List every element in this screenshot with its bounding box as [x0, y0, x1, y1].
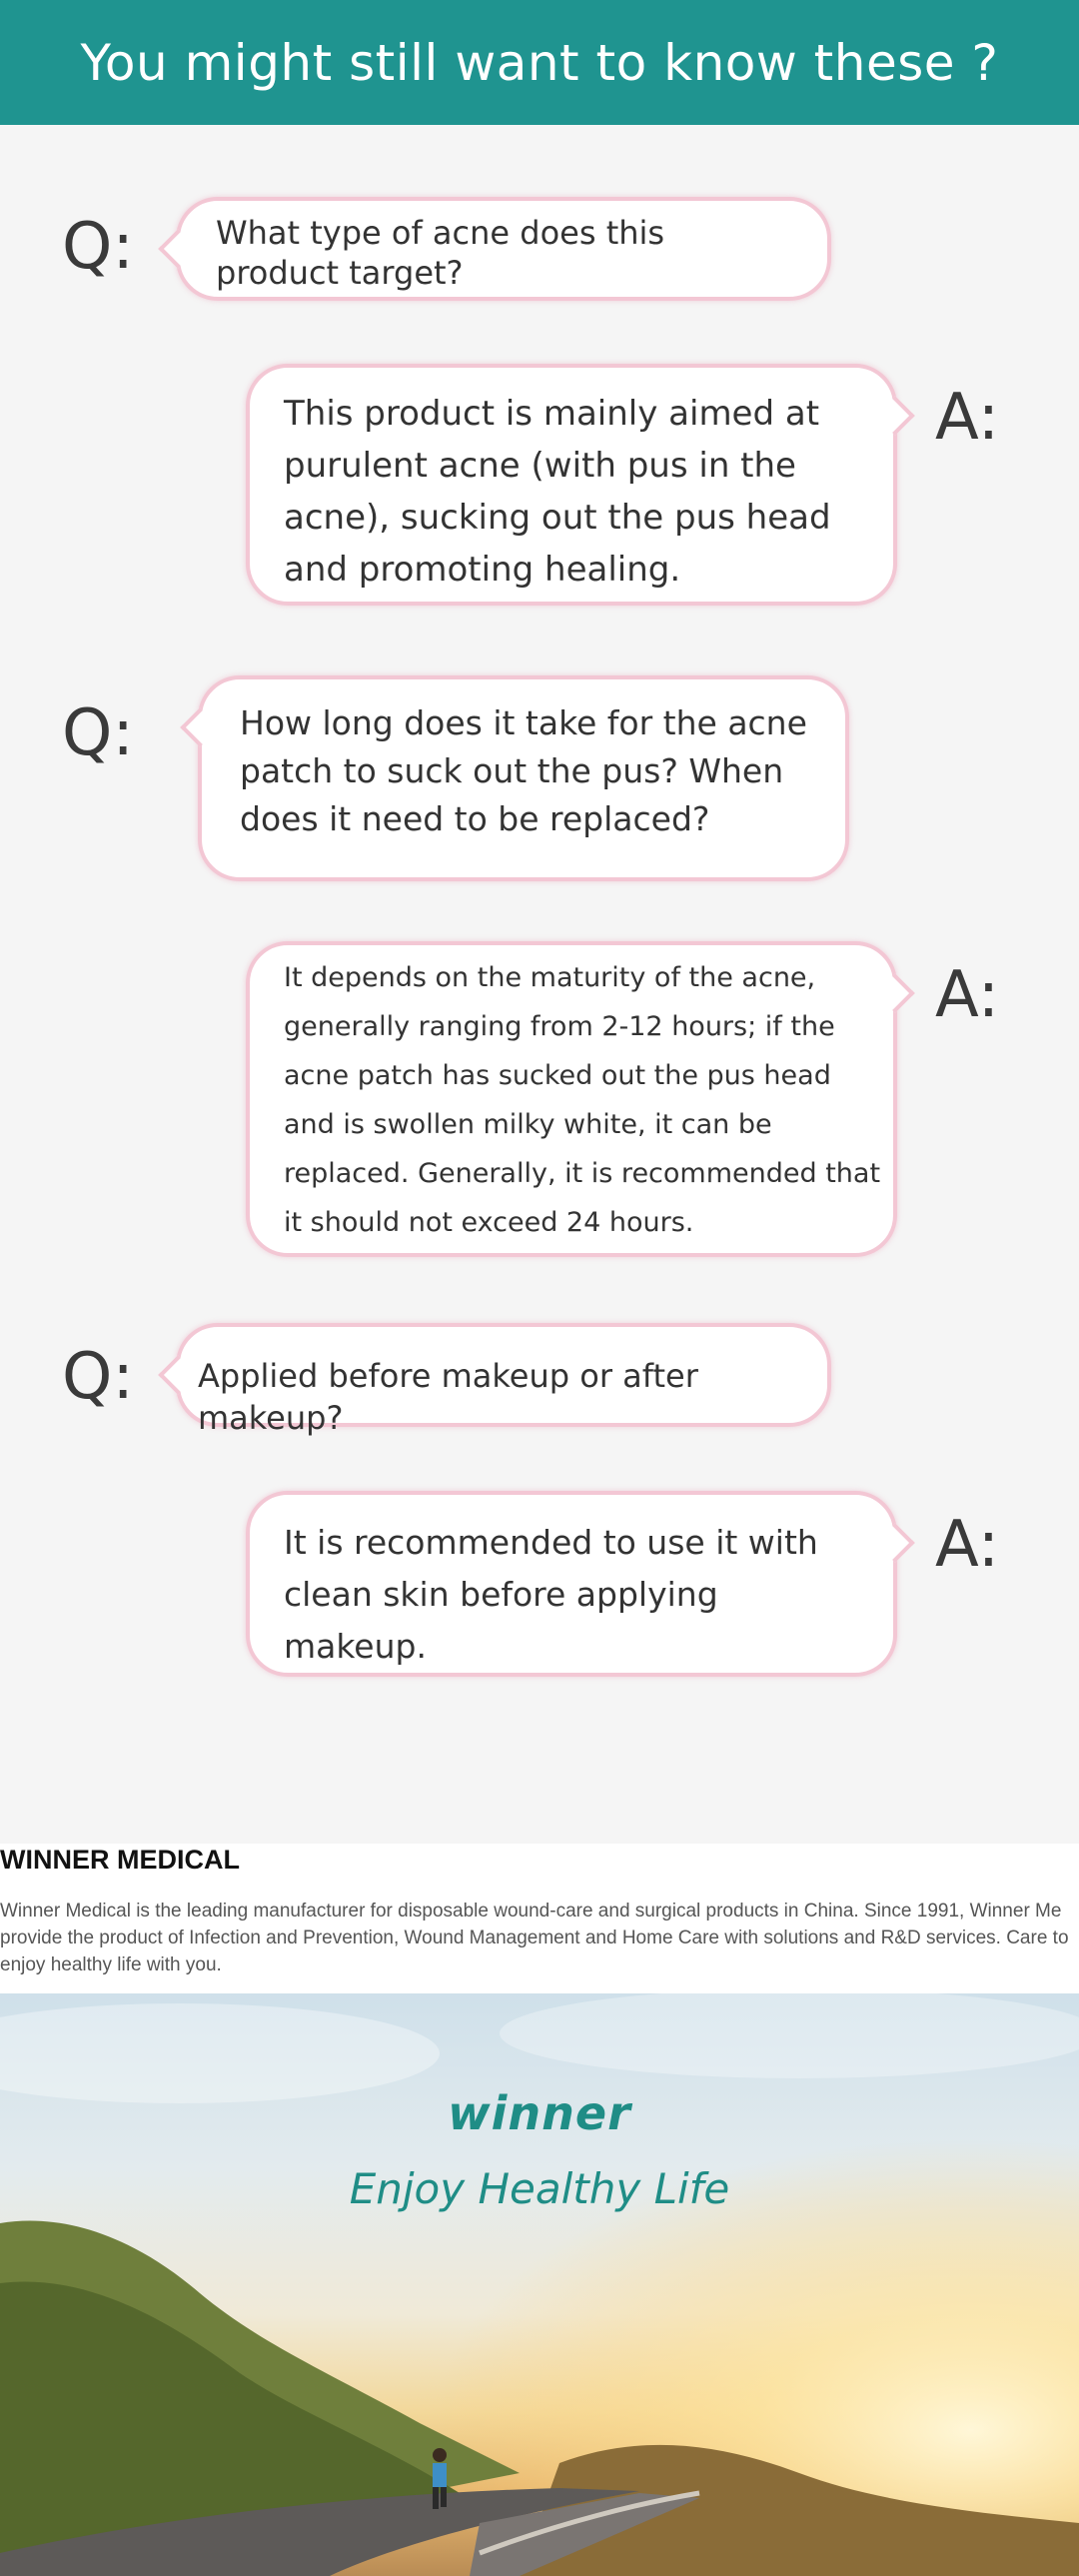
question-mark-label: Q: [62, 210, 134, 284]
question-mark-label: Q: [62, 1340, 134, 1414]
question-bubble [198, 675, 849, 881]
answer-mark-label: A: [935, 1508, 1000, 1582]
landscape-illustration [0, 1993, 1079, 2576]
question-bubble [176, 1323, 831, 1437]
answer-bubble [246, 941, 897, 1257]
answer-mark-label: A: [935, 958, 1000, 1032]
answer-mark-label: A: [935, 381, 1000, 455]
brand-tagline: Enjoy Healthy Life [349, 2164, 730, 2213]
hero-banner [0, 1993, 1079, 2576]
answer-text: It is recommended to use it with clean skin before applying makeup. [284, 1523, 818, 1666]
answer-bubble [246, 364, 897, 606]
question-text: How long does it take for the acne patch to suck out the pus? When does it need to be replaced? [240, 703, 807, 838]
question-mark-label: Q: [62, 696, 134, 770]
answer-text: This product is mainly aimed at purulent acne (with pus in the acne), sucking out the pus head and promoting healing. [284, 394, 831, 590]
page-header [0, 0, 1079, 125]
brand-logo: winner [448, 2086, 631, 2140]
company-description: Winner Medical is the leading manufacturer for disposable wound-care and surgical products in China. Since 1991, Winner Me provide the product of Infection and Prevention, Wound Management and Home Care with solutions and R&D services. Care to enjoy healthy life with you. [0, 1901, 1069, 1975]
page-title: You might still want to know these ? [80, 33, 999, 92]
question-text: Applied before makeup or after makeup? [198, 1357, 698, 1437]
question-text: What type of acne does this product target? [216, 214, 665, 292]
answer-text: It depends on the maturity of the acne, generally ranging from 2-12 hours; if the acne patch has sucked out the pus head and is swollen milky white, it can be replaced. Generally, it is recommended that it should not exceed 24 hours. [284, 962, 881, 1238]
answer-bubble [246, 1491, 897, 1677]
question-bubble [176, 197, 831, 301]
company-name: WINNER MEDICAL [0, 1845, 240, 1875]
